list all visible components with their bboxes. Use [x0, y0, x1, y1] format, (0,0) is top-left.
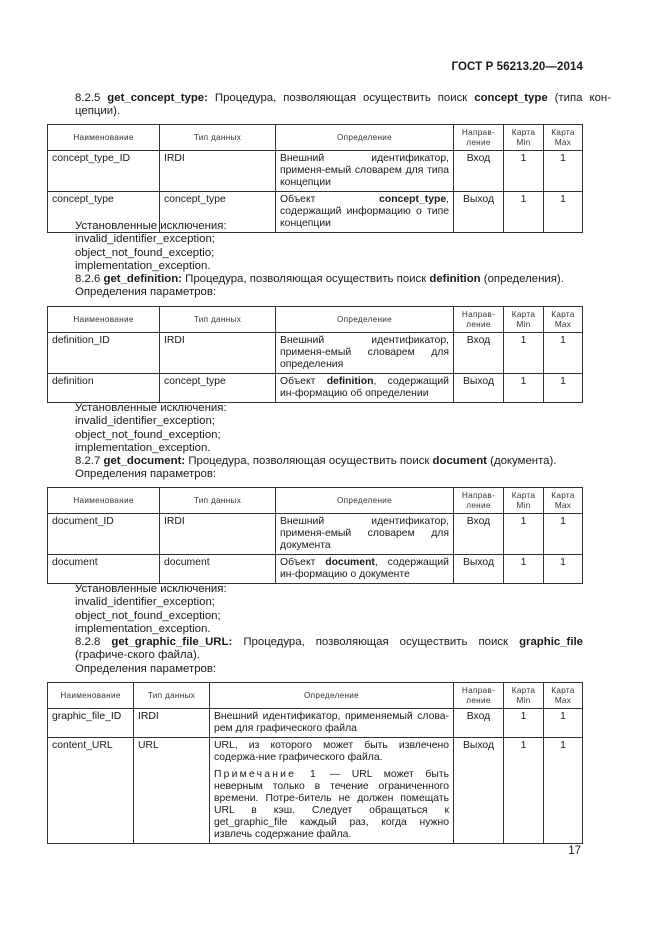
cell-direction: Вход: [454, 333, 504, 374]
cell-name: document: [48, 555, 160, 584]
cell-card-min: 1: [504, 192, 544, 233]
cell-type: IRDI: [160, 333, 276, 374]
cell-name: concept_type: [48, 192, 160, 233]
col-header-type: Тип данных: [134, 683, 210, 709]
col-header-name: Наименование: [48, 307, 160, 333]
cell-name: graphic_file_ID: [48, 709, 134, 738]
cell-card-min: 1: [504, 333, 544, 374]
col-header-card-min: Карта Min: [504, 125, 544, 151]
table-row: [48, 333, 583, 374]
page-number: 17: [568, 845, 581, 857]
col-header-name: Наименование: [48, 125, 160, 151]
col-header-definition: Определение: [276, 125, 454, 151]
cell-definition: Внешний идентификатор, применя-емый словарем для документа: [276, 514, 454, 555]
section-8-2-7-heading: 8.2.7 get_document: Процедура, позволяющая осуществить поиск document (документа). Определения параметров:: [47, 455, 611, 482]
col-header-type: Тип данных: [160, 488, 276, 514]
exception-item: invalid_identifier_exception;: [75, 596, 215, 609]
section-8-2-5-heading: 8.2.5 get_concept_type: Процедура, позволяющая осуществить поиск concept_type (типа кон-цепции).: [75, 92, 611, 118]
cell-card-min: 1: [504, 555, 544, 584]
col-header-direction: Направ-ление: [454, 683, 504, 709]
cell-definition: Объект document, содержащий ин-формацию о документе: [276, 555, 454, 584]
cell-type: URL: [134, 738, 210, 844]
exceptions-block-8-2-6: [47, 402, 611, 455]
col-header-definition: Определение: [210, 683, 454, 709]
exception-item: object_not_found_exceptio;: [75, 246, 215, 259]
cell-card-min: 1: [504, 514, 544, 555]
table-row: [48, 738, 583, 844]
cell-direction: Выход: [454, 192, 504, 233]
table-row: [48, 151, 583, 192]
cell-card-max: 1: [544, 333, 583, 374]
cell-definition: Внешний идентификатор, применя-емый словарем для определения: [276, 333, 454, 374]
cell-card-max: 1: [544, 555, 583, 584]
cell-direction: Выход: [454, 555, 504, 584]
cell-direction: Вход: [454, 709, 504, 738]
table-get-concept-type: [47, 124, 583, 233]
col-header-name: Наименование: [48, 488, 160, 514]
cell-name: document_ID: [48, 514, 160, 555]
exceptions-label: Установленные исключения:: [75, 402, 227, 414]
cell-card-max: 1: [544, 709, 583, 738]
col-header-card-max: Карта Max: [544, 488, 583, 514]
param-defs-label: Определения параметров:: [75, 286, 217, 299]
cell-type: concept_type: [160, 374, 276, 403]
col-header-direction: Направ-ление: [454, 488, 504, 514]
cell-type: concept_type: [160, 192, 276, 233]
cell-definition: Внешний идентификатор, применя-емый словарем для типа концепции: [276, 151, 454, 192]
table-row: [48, 374, 583, 403]
table-get-document: [47, 487, 583, 584]
note: Примечание 1 — URL может быть неверным только в течение ограниченного времени. Потре-битель не должен помещать URL в кэш. Следует обращаться к get_graphic_file каждый раз, когда нужно извлечь содержание файла.: [214, 769, 449, 840]
exception-item: object_not_found_exception;: [75, 609, 221, 622]
cell-definition: Внешний идентификатор, применяемый слова-рем для графического файла: [210, 709, 454, 738]
cell-direction: Вход: [454, 514, 504, 555]
cell-card-min: 1: [504, 709, 544, 738]
table-row: [48, 514, 583, 555]
cell-direction: Выход: [454, 738, 504, 844]
exception-item: implementation_exception.: [75, 441, 211, 454]
exceptions-label: Установленные исключения:: [75, 220, 227, 232]
exception-item: invalid_identifier_exception;: [75, 415, 215, 428]
col-header-definition: Определение: [276, 488, 454, 514]
param-defs-label: Определения параметров:: [75, 468, 217, 481]
cell-type: IRDI: [160, 514, 276, 555]
exception-item: implementation_exception.: [75, 259, 211, 272]
cell-card-max: 1: [544, 192, 583, 233]
exception-item: invalid_identifier_exception;: [75, 233, 215, 246]
section-8-2-6-heading: 8.2.6 get_definition: Процедура, позволяющая осуществить поиск definition (определения). Определения параметров:: [47, 273, 611, 300]
exception-item: implementation_exception.: [75, 622, 211, 635]
exceptions-label: Установленные исключения:: [75, 583, 227, 595]
cell-card-min: 1: [504, 151, 544, 192]
table-row: [48, 709, 583, 738]
cell-direction: Вход: [454, 151, 504, 192]
cell-name: definition_ID: [48, 333, 160, 374]
cell-direction: Выход: [454, 374, 504, 403]
cell-card-max: 1: [544, 374, 583, 403]
col-header-direction: Направ-ление: [454, 307, 504, 333]
cell-type: IRDI: [160, 151, 276, 192]
cell-type: document: [160, 555, 276, 584]
cell-definition: URL, из которого может быть извлечено содержа-ние графического файла. Примечание 1 — URL может быть неверным только в течение ограниченного времени. Потре-битель не должен помещать URL в кэш. Следует обращаться к get_graphic_file каждый раз, когда нужно извлечь содержание файла.: [210, 738, 454, 844]
table-row: [48, 555, 583, 584]
cell-name: content_URL: [48, 738, 134, 844]
exceptions-block-8-2-5: [47, 220, 611, 273]
col-header-definition: Определение: [276, 307, 454, 333]
cell-card-max: 1: [544, 151, 583, 192]
exceptions-block-8-2-7: [47, 583, 611, 636]
col-header-card-min: Карта Min: [504, 488, 544, 514]
col-header-direction: Направ-ление: [454, 125, 504, 151]
cell-card-min: 1: [504, 374, 544, 403]
cell-name: definition: [48, 374, 160, 403]
cell-name: concept_type_ID: [48, 151, 160, 192]
cell-card-min: 1: [504, 738, 544, 844]
table-get-graphic-file-url: [47, 682, 583, 844]
table-get-definition: [47, 306, 583, 403]
col-header-card-max: Карта Max: [544, 683, 583, 709]
col-header-card-min: Карта Min: [504, 683, 544, 709]
col-header-name: Наименование: [48, 683, 134, 709]
exception-item: object_not_found_exception;: [75, 428, 221, 441]
cell-definition: Объект concept_type, содержащий информацию о типе концепции: [276, 192, 454, 233]
section-8-2-8-heading: 8.2.8 get_graphic_file_URL: Процедура, позволяющая осуществить поиск graphic_file (графиче-ского файла). Определения параметров:: [47, 636, 583, 676]
col-header-card-max: Карта Max: [544, 307, 583, 333]
col-header-card-min: Карта Min: [504, 307, 544, 333]
cell-card-max: 1: [544, 514, 583, 555]
cell-card-max: 1: [544, 738, 583, 844]
col-header-card-max: Карта Max: [544, 125, 583, 151]
cell-type: IRDI: [134, 709, 210, 738]
param-defs-label: Определения параметров:: [75, 662, 217, 675]
col-header-type: Тип данных: [160, 125, 276, 151]
cell-definition: Объект definition, содержащий ин-формацию об определении: [276, 374, 454, 403]
col-header-type: Тип данных: [160, 307, 276, 333]
document-code: ГОСТ Р 56213.20—2014: [451, 61, 583, 73]
